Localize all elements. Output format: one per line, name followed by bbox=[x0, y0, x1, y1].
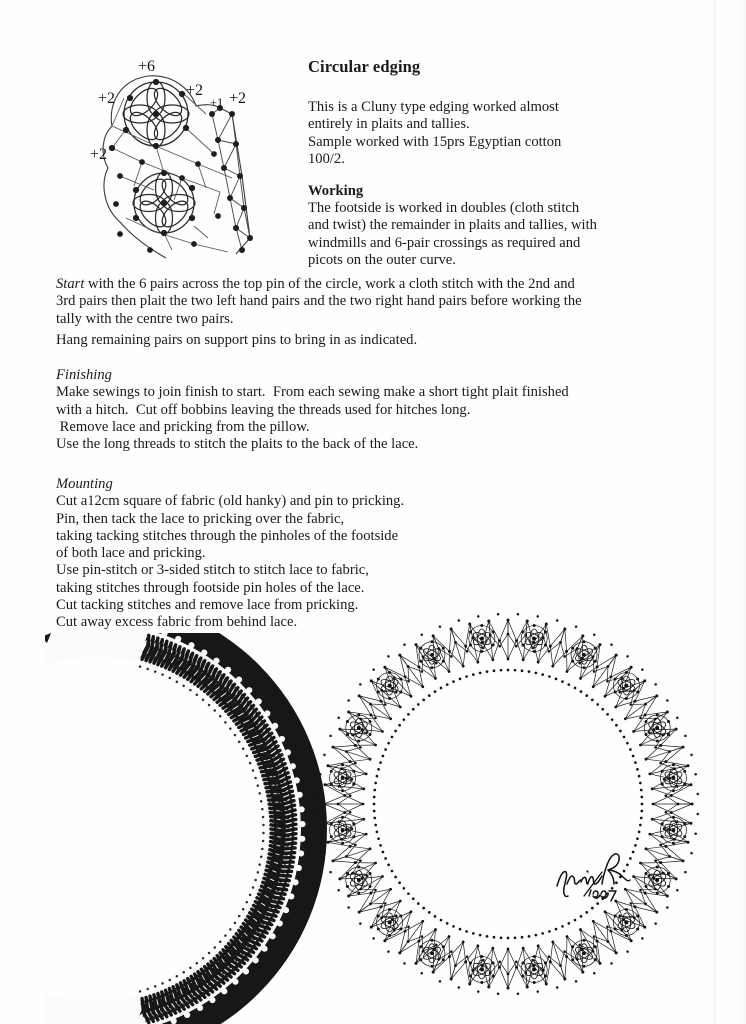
finishing-line-1: Make sewings to join finish to start. From each sewing make a short tight plait finished bbox=[56, 384, 569, 401]
finishing-line-3: Remove lace and pricking from the pillow. bbox=[56, 418, 310, 435]
start-lead-italic: Start bbox=[56, 276, 85, 292]
intro-line-3: Sample worked with 15prs Egyptian cotton bbox=[308, 133, 562, 150]
circular-pricking-svg bbox=[308, 604, 708, 1004]
mounting-line-6: taking stitches through footside pin holes of the lace. bbox=[56, 579, 365, 596]
signature-svg bbox=[554, 846, 632, 904]
scan-edge-artifact-2 bbox=[738, 0, 746, 1024]
mounting-line-1: Cut a12cm square of fabric (old hanky) and pin to pricking. bbox=[56, 493, 405, 510]
pair-label-plus2-left: +2 bbox=[90, 146, 108, 163]
lace-photograph-svg bbox=[45, 633, 335, 1024]
pair-label-plus2-right: +2 bbox=[229, 90, 247, 107]
circular-pricking-diagram bbox=[308, 604, 708, 1004]
working-diagram bbox=[86, 58, 266, 263]
section-heading-working: Working bbox=[308, 182, 364, 199]
mounting-line-8: Cut away excess fabric from behind lace. bbox=[56, 614, 298, 631]
signature bbox=[554, 846, 632, 904]
mounting-line-7: Cut tacking stitches and remove lace from pricking. bbox=[56, 597, 359, 614]
section-heading-mounting: Mounting bbox=[56, 476, 113, 492]
pricking-pin-dots bbox=[323, 619, 694, 990]
scan-edge-artifact bbox=[713, 0, 716, 1024]
start-line-1 bbox=[56, 276, 616, 293]
start-line-4: Hang remaining pairs on support pins to bring in as indicated. bbox=[56, 331, 418, 348]
intro-line-2: entirely in plaits and tallies. bbox=[308, 116, 470, 133]
working-line-1: The footside is worked in doubles (cloth stitch bbox=[308, 200, 580, 217]
mounting-line-5: Use pin-stitch or 3-sided stitch to stitch lace to fabric, bbox=[56, 562, 369, 579]
mounting-line-4: of both lace and pricking. bbox=[56, 545, 206, 562]
pair-label-plus2-topleft: +2 bbox=[98, 90, 116, 107]
heading-block bbox=[308, 58, 608, 269]
pricking-rosettes bbox=[330, 626, 687, 983]
working-line-2: and twist) the remainder in plaits and tallies, with bbox=[308, 217, 597, 234]
mounting-line-3: taking tacking stitches through the pinholes of the footside bbox=[56, 527, 399, 544]
finishing-block bbox=[56, 367, 616, 453]
intro-line-4: 100/2. bbox=[308, 150, 345, 167]
intro-line-1: This is a Cluny type edging worked almost bbox=[308, 99, 559, 116]
working-line-4: picots on the outer curve. bbox=[308, 251, 456, 268]
working-diagram-svg bbox=[86, 58, 266, 263]
section-heading-finishing: Finishing bbox=[56, 367, 112, 383]
finishing-line-2: with a hitch. Cut off bobbins leaving the threads used for hitches long. bbox=[56, 401, 471, 418]
pair-label-plus2-topright: +2 bbox=[186, 82, 204, 99]
working-line-3: windmills and 6-pair crossings as required and bbox=[308, 234, 581, 251]
lace-photograph bbox=[45, 633, 335, 1024]
start-instructions-block bbox=[56, 276, 616, 349]
start-line-2: 3rd pairs then plait the two left hand pairs and the two right hand pairs before working the bbox=[56, 293, 582, 310]
pricking-lattice bbox=[324, 620, 692, 988]
finishing-line-4: Use the long threads to stitch the plaits to the back of the lace. bbox=[56, 436, 419, 453]
page-title: Circular edging bbox=[308, 57, 421, 76]
mounting-line-2: Pin, then tack the lace to pricking over the fabric, bbox=[56, 510, 345, 527]
start-line-1-rest: with the 6 pairs across the top pin of the circle, work a cloth stitch with the 2nd and bbox=[84, 276, 575, 292]
start-line-3: tally with the centre two pairs. bbox=[56, 310, 234, 327]
pair-label-plus6: +6 bbox=[138, 58, 156, 75]
pair-label-plus1: +1 bbox=[210, 96, 224, 110]
